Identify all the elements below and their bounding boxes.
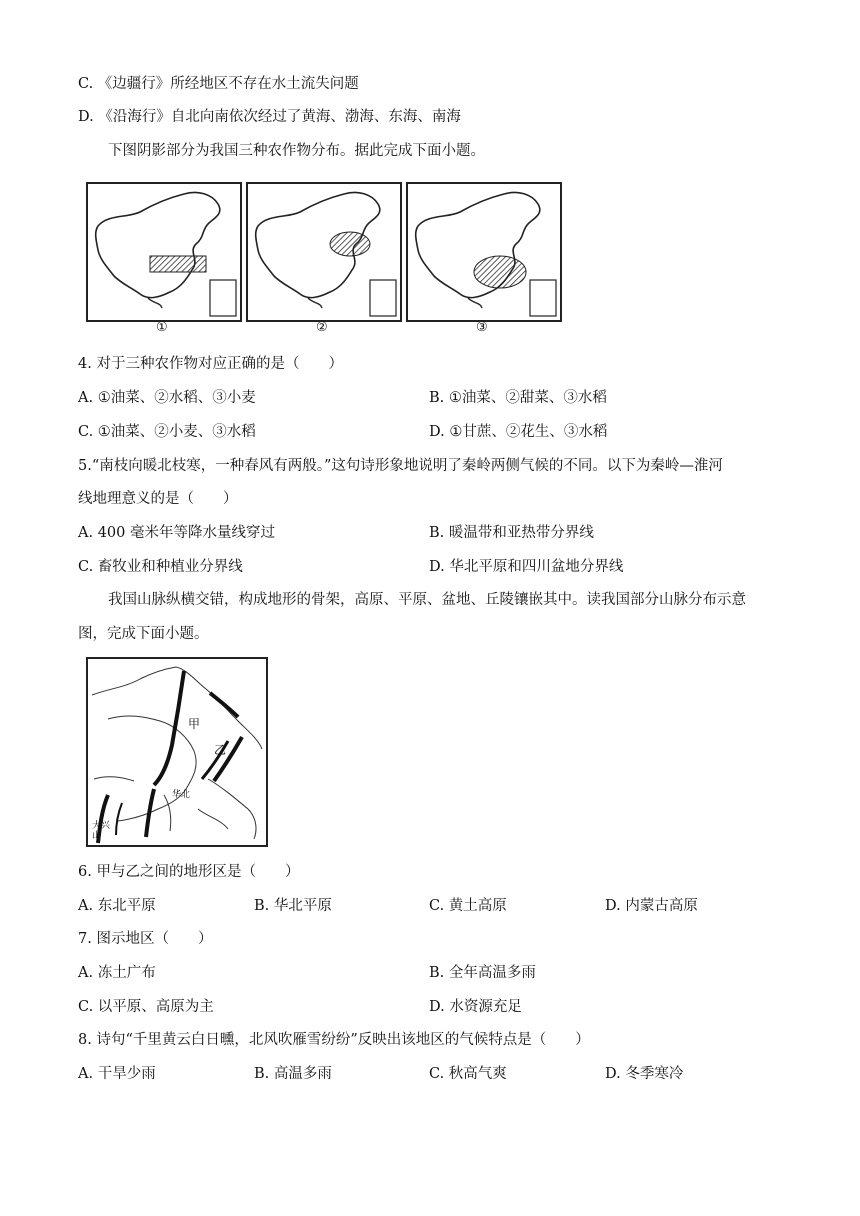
q5-options-row-1 bbox=[78, 523, 778, 543]
q6-option-a[interactable]: A. 东北平原 bbox=[78, 898, 156, 914]
q6-stem: 6. 甲与乙之间的地形区是（ ） bbox=[78, 864, 300, 880]
q4-options-row-1 bbox=[78, 388, 778, 408]
q6-option-c[interactable]: C. 黄土高原 bbox=[429, 898, 507, 914]
crop-map-1 bbox=[86, 182, 242, 322]
q7-option-d[interactable]: D. 水资源充足 bbox=[429, 999, 522, 1015]
q7-stem: 7. 图示地区（ ） bbox=[78, 931, 213, 947]
q5-option-b[interactable]: B. 暖温带和亚热带分界线 bbox=[429, 525, 594, 541]
option-c-top: C. 《边疆行》所经地区不存在水土流失问题 bbox=[78, 76, 359, 92]
mountain-map bbox=[86, 657, 268, 847]
q8-option-a[interactable]: A. 干旱少雨 bbox=[78, 1066, 156, 1082]
crop-map-label-2: ② bbox=[316, 320, 328, 335]
q5-options-row-2 bbox=[78, 557, 778, 577]
q8-options-row bbox=[78, 1064, 778, 1084]
map-label-huabei: 华北 bbox=[172, 790, 191, 800]
q7-option-a[interactable]: A. 冻土广布 bbox=[78, 965, 156, 981]
crop-map-label-1: ① bbox=[156, 320, 168, 335]
q4-stem: 4. 对于三种农作物对应正确的是（ ） bbox=[78, 356, 343, 372]
map-label-jia: 甲 bbox=[188, 717, 201, 731]
q4-options-row-2 bbox=[78, 422, 778, 442]
map-label-yi: 乙 bbox=[214, 743, 227, 757]
intro-crop-maps: 下图阴影部分为我国三种农作物分布。据此完成下面小题。 bbox=[108, 143, 485, 159]
crop-map-3 bbox=[406, 182, 562, 322]
q4-option-a[interactable]: A. ①油菜、②水稻、③小麦 bbox=[78, 390, 256, 406]
q6-option-d[interactable]: D. 内蒙古高原 bbox=[605, 898, 698, 914]
q5-option-a[interactable]: A. 400 毫米年等降水量线穿过 bbox=[78, 525, 275, 541]
intro-mountain-line1: 我国山脉纵横交错，构成地形的骨架，高原、平原、盆地、丘陵镶嵌其中。读我国部分山脉分布示意 bbox=[108, 592, 746, 608]
q6-option-b[interactable]: B. 华北平原 bbox=[254, 898, 332, 914]
q7-option-c[interactable]: C. 以平原、高原为主 bbox=[78, 999, 214, 1015]
intro-mountain-line2: 图，完成下面小题。 bbox=[78, 626, 209, 642]
q4-option-d[interactable]: D. ①甘蔗、②花生、③水稻 bbox=[429, 424, 608, 440]
crop-map-label-3: ③ bbox=[476, 320, 488, 335]
q4-option-b[interactable]: B. ①油菜、②甜菜、③水稻 bbox=[429, 390, 607, 406]
q4-option-c[interactable]: C. ①油菜、②小麦、③水稻 bbox=[78, 424, 256, 440]
q6-options-row bbox=[78, 896, 778, 916]
q8-stem: 8. 诗句“千里黄云白日曛，北风吹雁雪纷纷”反映出该地区的气候特点是（ ） bbox=[78, 1032, 590, 1048]
crop-map-2 bbox=[246, 182, 402, 322]
q8-option-c[interactable]: C. 秋高气爽 bbox=[429, 1066, 507, 1082]
q7-option-b[interactable]: B. 全年高温多雨 bbox=[429, 965, 536, 981]
map-label-taihang: 大兴山 bbox=[92, 821, 111, 841]
q7-options-row-2 bbox=[78, 997, 778, 1017]
q5-option-c[interactable]: C. 畜牧业和种植业分界线 bbox=[78, 559, 243, 575]
q5-stem-line2: 线地理意义的是（ ） bbox=[78, 491, 238, 507]
q8-option-b[interactable]: B. 高温多雨 bbox=[254, 1066, 332, 1082]
q7-options-row-1 bbox=[78, 963, 778, 983]
q5-option-d[interactable]: D. 华北平原和四川盆地分界线 bbox=[429, 559, 624, 575]
option-d-top: D. 《沿海行》自北向南依次经过了黄海、渤海、东海、南海 bbox=[78, 109, 461, 125]
q5-stem-line1: 5.“南枝向暖北枝寒，一种春风有两般。”这句诗形象地说明了秦岭两侧气候的不同。以下为秦岭—淮河 bbox=[78, 458, 723, 474]
q8-option-d[interactable]: D. 冬季寒冷 bbox=[605, 1066, 684, 1082]
